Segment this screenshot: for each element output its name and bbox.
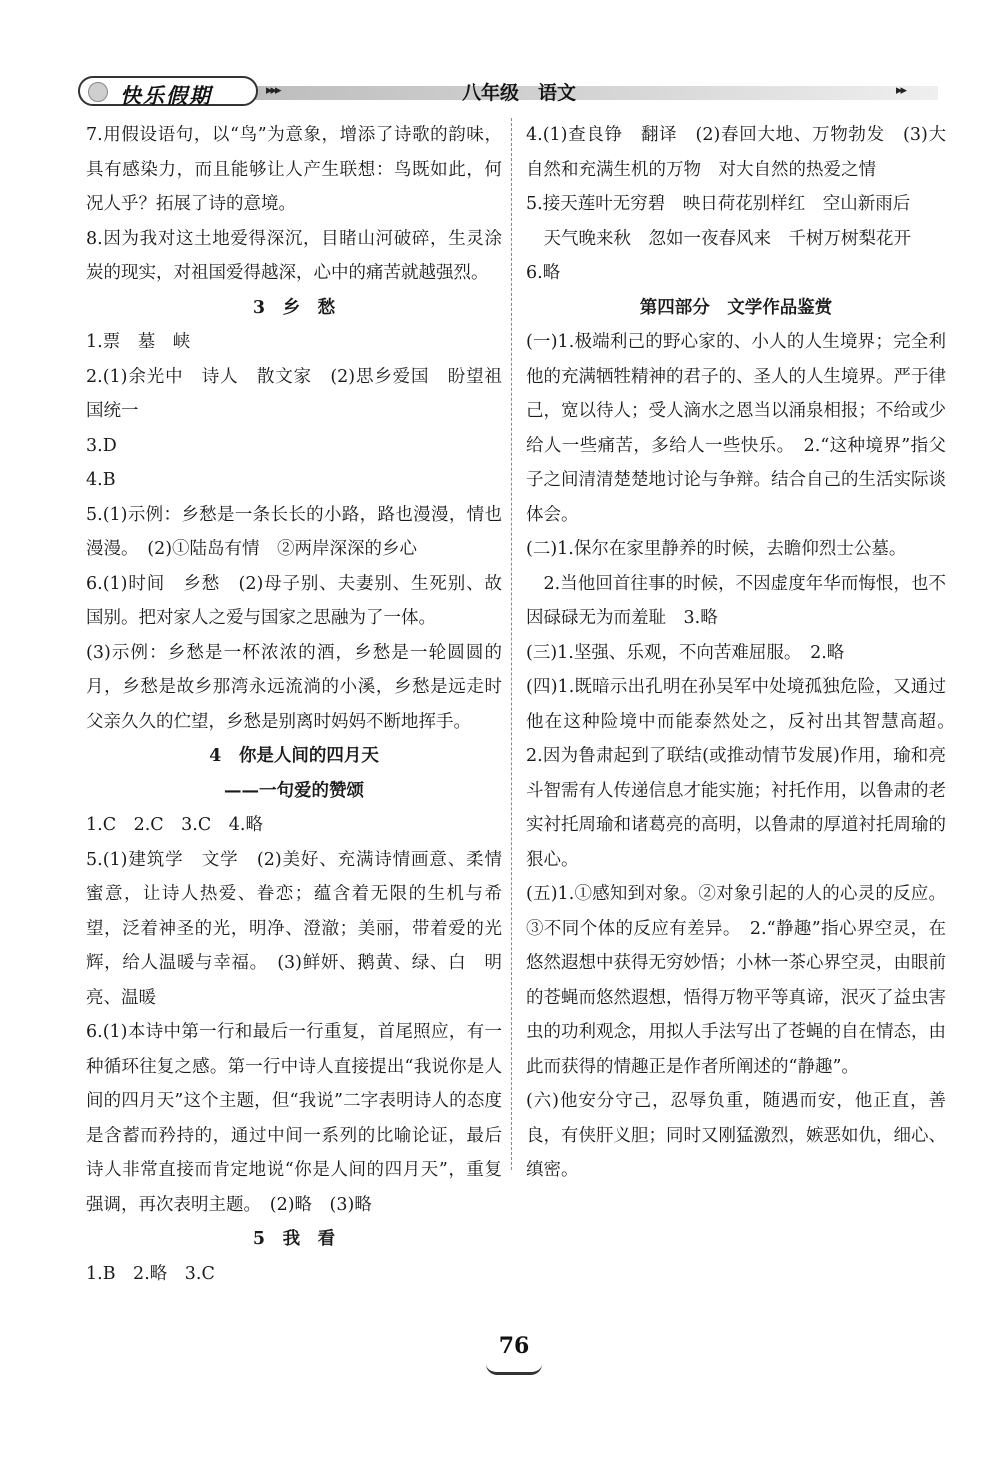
section-title: 第四部分 文学作品鉴赏 <box>639 297 833 318</box>
right-column <box>526 118 964 1188</box>
answer-item: 7.用假设语句，以“鸟”为意象，增添了诗歌的韵味，具有感染力，而且能够让人产生联想：鸟既如此，何况人乎？拓展了诗的意境。 <box>86 125 502 214</box>
answer-item: 2.(1)余光中 诗人 散文家 (2)思乡爱国 盼望祖国统一 <box>86 366 502 421</box>
section-subtitle: ——一句爱的赞颂 <box>224 780 364 801</box>
answer-item: 4.B <box>86 470 116 490</box>
answer-item: 1.票 墓 峡 <box>86 332 191 352</box>
answer-item: 5.(1)示例：乡愁是一条长长的小路，路也漫漫，情也漫漫。 (2)①陆岛有情 ②两岸深深的乡心 <box>86 504 502 559</box>
section-title: 3 乡 愁 <box>252 297 336 318</box>
answer-item: 2.当他回首往事的时候，不因虚度年华而悔恨，也不因碌碌无为而羞耻 3.略 <box>526 573 946 628</box>
header-title: 八年级 语文 <box>462 82 577 104</box>
answer-item: 1.C 2.C 3.C 4.略 <box>86 815 263 835</box>
column-divider <box>511 118 512 1170</box>
answer-item: 4.(1)查良铮 翻译 (2)春回大地、万物勃发 (3)大自然和充满生机的万物 对大自然的热爱之情 <box>526 125 946 180</box>
answer-item: 3.D <box>86 435 117 456</box>
section-title: 5 我 看 <box>252 1229 336 1249</box>
answer-item: (四)1.既暗示出孔明在孙吴军中处境孤独危险，又通过他在这种险境中而能泰然处之，反衬出其智慧高超。 2.因为鲁肃起到了联结(或推动情节发展)作用，瑜和亮斗智需有人传递信息才能实施；衬托作用，以鲁肃的老实衬托周瑜和诸葛亮的高明，以鲁肃的厚道衬托周瑜的狠心。 <box>526 677 964 870</box>
page-ornament <box>486 1364 542 1375</box>
page-number: 76 <box>498 1333 530 1359</box>
answer-item: (3)示例：乡愁是一杯浓浓的酒，乡愁是一轮圆圆的月，乡愁是故乡那湾永远流淌的小溪，乡愁是远走时父亲久久的伫望，乡愁是别离时妈妈不断地挥手。 <box>86 642 502 732</box>
answer-item: 1.B 2.略 3.C <box>86 1263 215 1284</box>
answer-item: 6.略 <box>526 263 561 283</box>
arrows-right-icon: ▸▸ <box>896 83 906 98</box>
answer-item: 天气晚来秋 忽如一夜春风来 千树万树梨花开 <box>526 228 911 249</box>
header-band <box>254 86 938 100</box>
answer-item: 5.(1)建筑学 文学 (2)美好、充满诗情画意、柔情蜜意，让诗人热爱、眷恋；蕴含着无限的生机与希望，泛着神圣的光，明净、澄澈；美丽，带着爱的光辉，给人温暖与幸福。 (3)鲜妍、鹅黄、绿、白 明亮、温暖 <box>86 849 502 1008</box>
answer-item: (五)1.①感知到对象。②对象引起的人的心灵的反应。③不同个体的反应有差异。 2.“静趣”指心界空灵，在悠然遐想中获得无穷妙悟；小林一茶心界空灵，由眼前的苍蝇而悠然遐想，悟得万物平等真谛，泯灭了益虫害虫的功利观念，用拟人手法写出了苍蝇的自在情态，由此而获得的情趣正是作者所阐述的“静趣”。 <box>526 884 946 1077</box>
answer-item: 5.接天莲叶无穷碧 映日荷花别样红 空山新雨后 <box>526 194 911 214</box>
answer-item: (三)1.坚强、乐观，不向苦难屈服。 2.略 <box>526 642 845 663</box>
brand-logo <box>78 76 258 106</box>
brand-text: 快乐假期 <box>120 84 212 108</box>
answer-item: (二)1.保尔在家里静养的时候，去瞻仰烈士公墓。 <box>526 539 907 559</box>
answer-item: 6.(1)本诗中第一行和最后一行重复，首尾照应，有一种循环往复之感。第一行中诗人直接提出“我说你是人间的四月天”这个主题，但“我说”二字表明诗人的态度是含蓄而矜持的，通过中间一系列的比喻论证，最后诗人非常直接而肯定地说“你是人间的四月天”，重复强调，再次表明主题。 (2)略 (3)略 <box>86 1022 502 1215</box>
page-header <box>78 74 938 108</box>
left-column <box>86 118 502 1291</box>
arrows-left-icon: ▸▸▸ <box>266 83 280 98</box>
answer-item: (六)他安分守己，忍辱负重，随遇而安，他正直，善良，有侠肝义胆；同时又刚猛激烈，嫉恶如仇，细心、缜密。 <box>526 1091 946 1180</box>
answer-item: 8.因为我对这土地爱得深沉，目睹山河破碎，生灵涂炭的现实，对祖国爱得越深，心中的痛苦就越强烈。 <box>86 228 502 283</box>
answer-item: 6.(1)时间 乡愁 (2)母子别、夫妻别、生死别、故国别。把对家人之爱与国家之思融为了一体。 <box>86 573 502 628</box>
brand-circle-icon <box>88 82 108 102</box>
section-title: 4 你是人间的四月天 <box>209 746 379 766</box>
answer-item: (一)1.极端利己的野心家的、小人的人生境界；完全利他的充满牺牲精神的君子的、圣人的人生境界。严于律己，宽以待人；受人滴水之恩当以涌泉相报；不给或少给人一些痛苦，多给人一些快乐。 2.“这种境界”指父子之间清清楚楚地讨论与争辩。结合自己的生活实际谈体会。 <box>526 332 946 525</box>
